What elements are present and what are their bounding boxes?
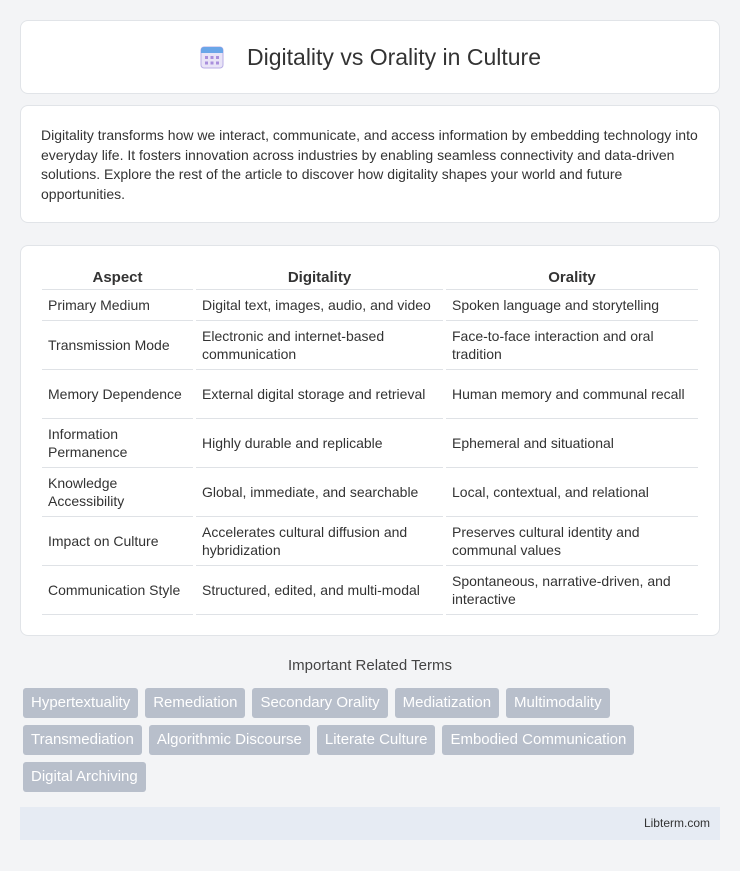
- term-tag-transmediation[interactable]: Transmediation: [23, 725, 142, 755]
- calendar-grid-icon: [199, 44, 225, 70]
- table-header-row: [42, 266, 698, 290]
- term-tag-multimodality[interactable]: Multimodality: [506, 688, 610, 718]
- term-tag-embodied-communication[interactable]: Embodied Communication: [442, 725, 634, 755]
- term-tag-digital-archiving[interactable]: Digital Archiving: [23, 762, 146, 792]
- table-row: [42, 517, 698, 566]
- page-title: Digitality vs Orality in Culture: [247, 43, 541, 70]
- header-aspect: Aspect: [42, 266, 193, 290]
- table-row: [42, 566, 698, 615]
- title-card: [20, 20, 720, 94]
- aspect-cell: Primary Medium: [42, 290, 193, 321]
- digitality-cell: Electronic and internet-based communication: [196, 321, 443, 370]
- table-row: [42, 321, 698, 370]
- header-orality: Orality: [446, 266, 698, 290]
- comparison-table: [39, 266, 701, 615]
- orality-cell: Face-to-face interaction and oral tradition: [446, 321, 698, 370]
- digitality-cell: Accelerates cultural diffusion and hybridization: [196, 517, 443, 566]
- table-row: [42, 290, 698, 321]
- table-row: [42, 370, 698, 419]
- table-row: [42, 468, 698, 517]
- comparison-card: [20, 245, 720, 636]
- term-tag-secondary-orality[interactable]: Secondary Orality: [252, 688, 387, 718]
- footer-link[interactable]: Libterm.com: [643, 816, 710, 830]
- related-terms-title: Important Related Terms: [288, 657, 452, 674]
- orality-cell: Local, contextual, and relational: [446, 468, 698, 517]
- aspect-cell: Information Permanence: [42, 419, 193, 468]
- table-row: [42, 419, 698, 468]
- digitality-cell: External digital storage and retrieval: [196, 370, 443, 419]
- related-terms-list: [23, 688, 723, 792]
- footer: [20, 807, 720, 840]
- orality-cell: Preserves cultural identity and communal values: [446, 517, 698, 566]
- aspect-cell: Knowledge Accessibility: [42, 468, 193, 517]
- digitality-cell: Structured, edited, and multi-modal: [196, 566, 443, 615]
- aspect-cell: Communication Style: [42, 566, 193, 615]
- orality-cell: Ephemeral and situational: [446, 419, 698, 468]
- intro-text: Digitality transforms how we interact, communicate, and access information by embedding technology into everyday life. It fosters innovation across industries by enabling seamless connectivity and data-driven solutions. Explore the rest of the article to discover how digitality shapes your world and future opportunities.: [41, 127, 698, 202]
- aspect-cell: Impact on Culture: [42, 517, 193, 566]
- aspect-cell: Transmission Mode: [42, 321, 193, 370]
- header-digitality: Digitality: [196, 266, 443, 290]
- digitality-cell: Highly durable and replicable: [196, 419, 443, 468]
- aspect-cell: Memory Dependence: [42, 370, 193, 419]
- intro-card: [20, 105, 720, 223]
- orality-cell: Human memory and communal recall: [446, 370, 698, 419]
- orality-cell: Spontaneous, narrative-driven, and interactive: [446, 566, 698, 615]
- digitality-cell: Digital text, images, audio, and video: [196, 290, 443, 321]
- term-tag-hypertextuality[interactable]: Hypertextuality: [23, 688, 138, 718]
- term-tag-literate-culture[interactable]: Literate Culture: [317, 725, 436, 755]
- term-tag-algorithmic-discourse[interactable]: Algorithmic Discourse: [149, 725, 310, 755]
- term-tag-mediatization[interactable]: Mediatization: [395, 688, 499, 718]
- orality-cell: Spoken language and storytelling: [446, 290, 698, 321]
- term-tag-remediation[interactable]: Remediation: [145, 688, 245, 718]
- digitality-cell: Global, immediate, and searchable: [196, 468, 443, 517]
